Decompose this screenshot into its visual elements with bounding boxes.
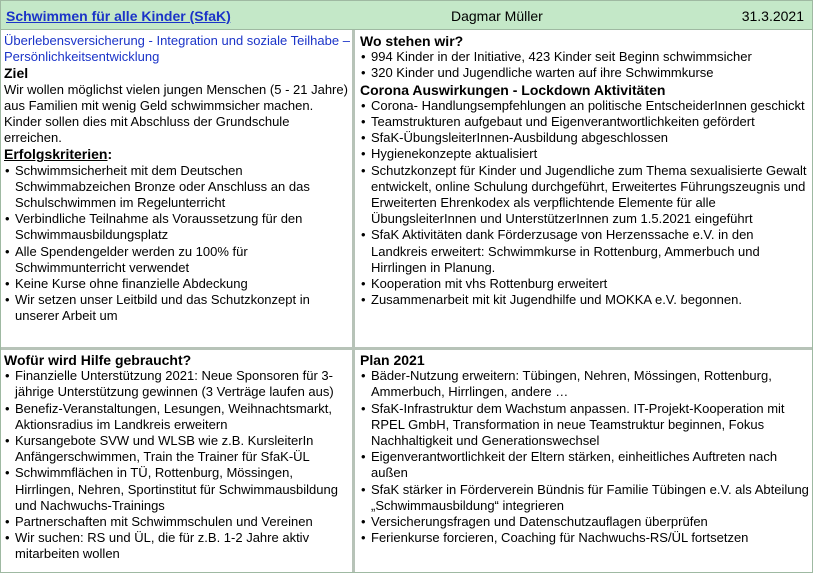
help-list — [4, 368, 350, 562]
help-section — [4, 352, 350, 563]
list-item: • Ferienkurse forcieren, Coaching für Nachwuchs-RS/ÜL fortsetzen — [360, 530, 810, 546]
list-item: • Alle Spendengelder werden zu 100% für Schwimmunterricht verwendet — [4, 244, 350, 276]
list-item: • Keine Kurse ohne finanzielle Abdeckung — [4, 276, 350, 292]
status-section — [360, 33, 810, 308]
list-item: • Hygienekonzepte aktualisiert — [360, 146, 810, 162]
list-item: • Zusammenarbeit mit kit Jugendhilfe und MOKKA e.V. begonnen. — [360, 292, 810, 308]
list-item: • Kursangebote SVW und WLSB wie z.B. KursleiterIn Anfängerschwimmen, Train the Trainer für SfaK-ÜL — [4, 433, 350, 465]
list-item: • SfaK-Infrastruktur dem Wachstum anpassen. IT-Projekt-Kooperation mit RPEL GmbH, Transformation in neue Teamstruktur beginnen, Fokus Nachhaltigkeit und Generationswechsel — [360, 401, 810, 450]
status-heading: Wo stehen wir? — [360, 33, 464, 49]
list-item: • Finanzielle Unterstützung 2021: Neue Sponsoren für 3-jährige Unterstützung gewinnen (3 Verträge laufen aus) — [4, 368, 350, 400]
list-item: • Wir setzen unser Leitbild und das Schutzkonzept in unserer Arbeit um — [4, 292, 350, 324]
list-item: • Schutzkonzept für Kinder und Jugendliche zum Thema sexualisierte Gewalt entwickelt, online Schulung durchgeführt, Erweitertes Führungszeugnis und Erweiterten Ehrenkodex als verpflichtende Elemente für alle ÜbungsleiterInnen und UnterstützerInnen zum 1.5.2021 eingeführt — [360, 163, 810, 228]
corona-list — [360, 98, 810, 309]
section-subtitle: Überlebensversicherung - Integration und soziale Teilhabe – Persönlichkeitsentwicklung — [4, 33, 350, 65]
content-grid — [0, 30, 813, 573]
list-item: • Benefiz-Veranstaltungen, Lesungen, Weihnachtsmarkt, Aktionsradius im Landkreis erweitern — [4, 401, 350, 433]
criteria-heading — [4, 146, 350, 162]
column-divider — [352, 30, 355, 572]
list-item: • Partnerschaften mit Schwimmschulen und Vereinen — [4, 514, 350, 530]
document-date: 31.3.2021 — [741, 8, 804, 24]
list-item: • Eigenverantwortlichkeit der Eltern stärken, einheitliches Auftreten nach außen — [360, 449, 810, 481]
help-heading: Wofür wird Hilfe gebraucht? — [4, 352, 192, 368]
goal-heading: Ziel — [4, 65, 29, 82]
list-item: • Schwimmflächen in TÜ, Rottenburg, Mössingen, Hirrlingen, Nehren, Sportinstitut für Schwimmausbildung und Nachwuchs-Trainings — [4, 465, 350, 514]
row-divider — [1, 347, 812, 350]
list-item: • Versicherungsfragen und Datenschutzauflagen überprüfen — [360, 514, 810, 530]
list-item: • Verbindliche Teilnahme als Voraussetzung für den Schwimmausbildungsplatz — [4, 211, 350, 243]
criteria-heading-text: Erfolgskriterien — [4, 146, 108, 163]
header-bar — [0, 0, 813, 30]
corona-heading: Corona Auswirkungen - Lockdown Aktivitäten — [360, 81, 666, 98]
list-item: • Wir suchen: RS und ÜL, die für z.B. 1-2 Jahre aktiv mitarbeiten wollen — [4, 530, 350, 562]
criteria-heading-colon: : — [107, 146, 113, 163]
list-item: • SfaK stärker in Förderverein Bündnis für Familie Tübingen e.V. als Abteilung „Schwimmausbildung“ integrieren — [360, 482, 810, 514]
goal-section — [4, 33, 350, 325]
list-item: • Bäder-Nutzung erweitern: Tübingen, Nehren, Mössingen, Rottenburg, Ammerbuch, Hirrlingen, andere … — [360, 368, 810, 400]
plan-list — [360, 368, 810, 546]
author-name: Dagmar Müller — [451, 8, 543, 24]
criteria-list — [4, 163, 350, 325]
plan-section — [360, 352, 810, 546]
status-list — [360, 49, 810, 81]
list-item: • Kooperation mit vhs Rottenburg erweitert — [360, 276, 810, 292]
list-item: • Corona- Handlungsempfehlungen an politische EntscheiderInnen geschickt — [360, 98, 810, 114]
list-item: • SfaK-ÜbungsleiterInnen-Ausbildung abgeschlossen — [360, 130, 810, 146]
list-item: • SfaK Aktivitäten dank Förderzusage von Herzenssache e.V. in den Landkreis erweitert: Schwimmkurse in Rottenburg, Ammerbuch und Hirrlingen in Planung. — [360, 227, 810, 276]
goal-text: Wir wollen möglichst vielen jungen Menschen (5 - 21 Jahre) aus Familien mit wenig Geld schwimmsicher machen. Kinder sollen dies mit Abschluss der Grundschule erreichen. — [4, 81, 348, 146]
list-item: • 994 Kinder in der Initiative, 423 Kinder seit Beginn schwimmsicher — [360, 49, 810, 65]
list-item: • Schwimmsicherheit mit dem Deutschen Schwimmabzeichen Bronze oder Anschluss an das Schulschwimmen im Regelunterricht — [4, 163, 350, 212]
list-item: • Teamstrukturen aufgebaut und Eigenverantwortlichkeiten gefördert — [360, 114, 810, 130]
document-title: Schwimmen für alle Kinder (SfaK) — [6, 8, 231, 24]
plan-heading: Plan 2021 — [360, 352, 425, 368]
list-item: • 320 Kinder und Jugendliche warten auf ihre Schwimmkurse — [360, 65, 810, 81]
